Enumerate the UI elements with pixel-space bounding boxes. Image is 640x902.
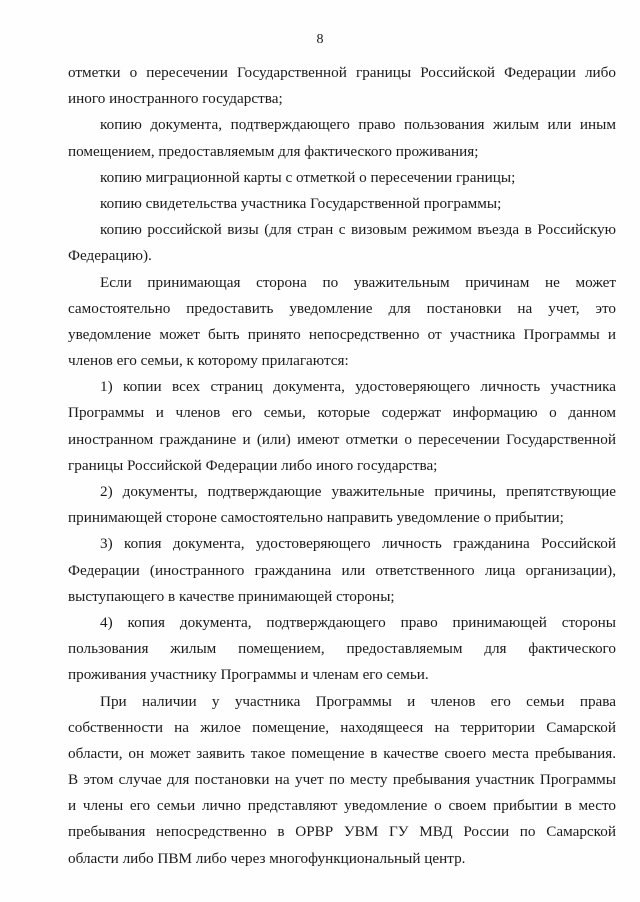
text-line: 2) документы, подтверждающие уважительные причины, препятствующие xyxy=(100,483,616,500)
text-line: границы Российской Федерации либо иного государства; xyxy=(68,456,438,474)
text-line: иного иностранного государства; xyxy=(68,90,283,108)
text-line: принимающей стороне самостоятельно направить уведомление о прибытии; xyxy=(68,509,564,527)
text-line: копию документа, подтверждающего право пользования жилым или иным xyxy=(100,116,616,134)
page-number: 8 xyxy=(316,32,324,47)
text-line: отметки о пересечении Государственной границы Российской Федерации либо xyxy=(68,64,616,81)
text-line: членов его семьи, к которому прилагаются: xyxy=(68,352,349,370)
text-line: Если принимающая сторона по уважительным причинам не может xyxy=(100,273,616,291)
text-line: иностранном гражданине и (или) имеют отметки о пересечении Государственной xyxy=(68,430,616,448)
text-line: Федерации (иностранного гражданина или ответственного лица организации), xyxy=(68,561,616,579)
text-line: помещением, предоставляемым для фактического проживания; xyxy=(68,142,479,160)
text-line: собственности на жилое помещение, находящееся на территории Самарской xyxy=(68,718,616,736)
text-line: уведомление может быть принято непосредственно от участника Программы и xyxy=(68,325,616,343)
text-line: выступающего в качестве принимающей стороны; xyxy=(68,587,395,605)
text-line: копию миграционной карты с отметкой о пересечении границы; xyxy=(100,168,516,186)
text-line: 3) копия документа, удостоверяющего личность гражданина Российской xyxy=(100,535,616,553)
document-body xyxy=(68,60,616,872)
text-line: копию российской визы (для стран с визовым режимом въезда в Российскую xyxy=(100,221,616,239)
text-line: В этом случае для постановки на учет по месту пребывания участник Программы xyxy=(68,771,616,789)
text-line: Федерацию). xyxy=(68,247,152,265)
text-line: пребывания непосредственно в ОРВР УВМ ГУ МВД России по Самарской xyxy=(68,823,616,841)
text-line: Программы и членов его семьи, которые содержат информацию о данном xyxy=(68,404,616,422)
text-line: области, он может заявить такое помещение в качестве своего места пребывания. xyxy=(68,744,616,762)
text-line: пользования жилым помещением, предоставляемым для фактического xyxy=(68,640,616,658)
text-line: и члены его семьи лично представляют уведомление о своем прибытии в место xyxy=(68,797,616,815)
text-line: При наличии у участника Программы и членов его семьи права xyxy=(100,692,616,710)
text-line: 4) копия документа, подтверждающего право принимающей стороны xyxy=(100,613,616,631)
text-line: 1) копии всех страниц документа, удостоверяющего личность участника xyxy=(100,378,616,396)
text-line: самостоятельно предоставить уведомление для постановки на учет, это xyxy=(68,299,616,317)
text-line: области либо ПВМ либо через многофункциональный центр. xyxy=(68,849,466,867)
text-line: копию свидетельства участника Государственной программы; xyxy=(100,194,502,212)
text-line: проживания участнику Программы и членам его семьи. xyxy=(68,666,429,684)
